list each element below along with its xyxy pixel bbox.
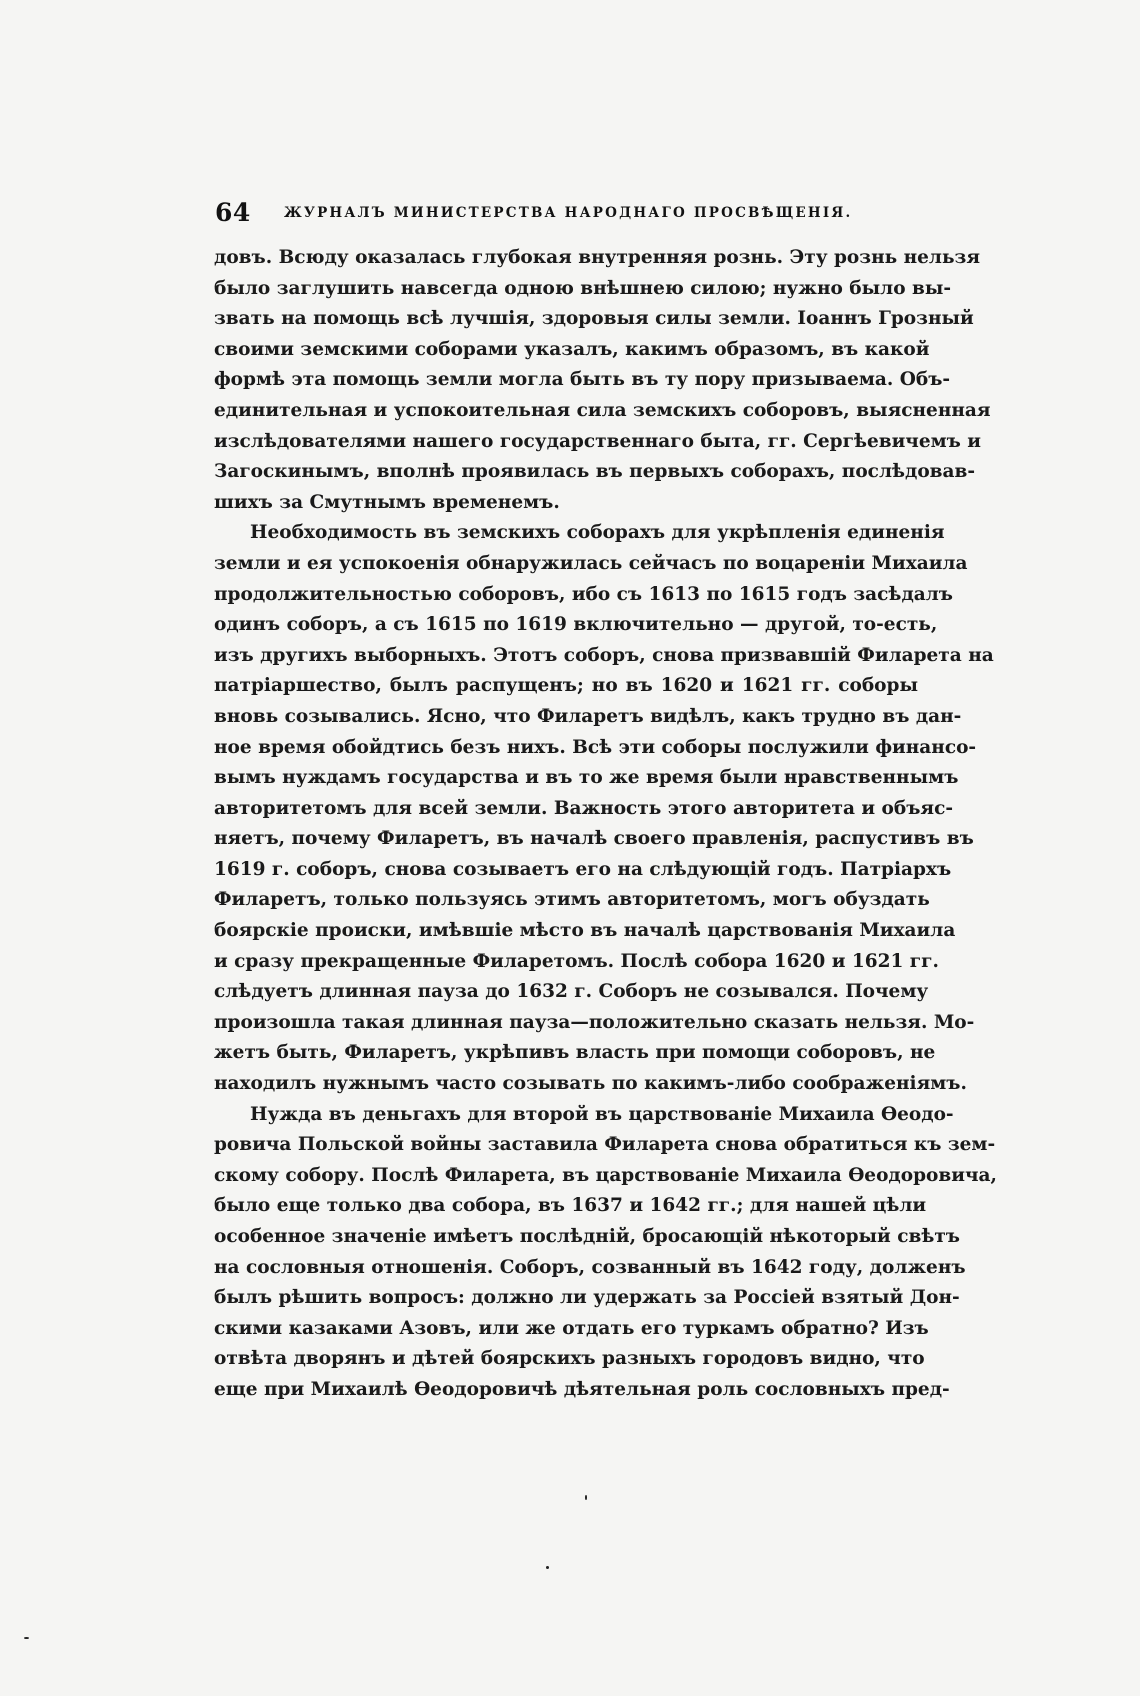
paragraph-2 (214, 518, 994, 1099)
text-line: ное время обойдтись безъ нихъ. Всѣ эти соборы послужили финансо- (214, 736, 977, 758)
text-line: жетъ быть, Филаретъ, укрѣпивъ власть при помощи соборовъ, не (214, 1042, 936, 1064)
text-line: вымъ нуждамъ государства и въ то же время были нравственнымъ (214, 767, 959, 789)
text-line: слѣдуетъ длинная пауза до 1632 г. Соборъ не созывался. Почему (214, 981, 929, 1003)
text-line: произошла такая длинная пауза—положительно сказать нельзя. Мо- (214, 1011, 975, 1033)
text-line: Загоскинымъ, вполнѣ проявилась въ первыхъ соборахъ, послѣдовав- (214, 461, 976, 483)
text-line: звать на помощь всѣ лучшія, здоровыя силы земли. Іоаннъ Грозный (214, 308, 974, 330)
body-text (214, 243, 997, 1477)
text-line: находилъ нужнымъ часто созывать по какимъ-либо соображеніямъ. (214, 1073, 967, 1095)
scan-speck (585, 1495, 587, 1500)
text-line: особенное значеніе имѣетъ послѣдній, бросающій нѣкоторый свѣтъ (214, 1226, 960, 1247)
text-line: земли и ея успокоенія обнаружилась сейчасъ по воцареніи Михаила (214, 552, 968, 574)
text-line: было заглушить навсегда одною внѣшнею силою; нужно было вы- (214, 277, 952, 299)
page-number: 64 (215, 198, 251, 227)
text-line: Филаретъ, только пользуясь этимъ авторитетомъ, могъ обуздать (214, 889, 930, 911)
text-line: продолжительностью соборовъ, ибо съ 1613 по 1615 годъ засѣдалъ (214, 583, 953, 605)
text-line: было еще только два собора, въ 1637 и 1642 гг.; для нашей цѣли (214, 1195, 927, 1217)
text-line: патріаршество, былъ распущенъ; но въ 1620 и 1621 гг. соборы (214, 675, 918, 697)
scan-speck (24, 1637, 29, 1639)
text-line: формѣ эта помощь земли могла быть въ ту пору призываема. Объ- (214, 369, 951, 391)
text-line: Необходимость въ земскихъ соборахъ для укрѣпленія единенія (250, 522, 945, 544)
text-line: скому собору. Послѣ Филарета, въ царствованіе Михаила Өеодоровича, (214, 1164, 997, 1186)
text-line: еще при Михаилѣ Өеодоровичѣ дѣятельная роль сословныхъ пред- (214, 1378, 950, 1400)
text-line: боярскіе происки, имѣвшіе мѣсто въ началѣ царствованія Михаила (214, 920, 956, 942)
running-title: ЖУРНАЛЪ МИНИСТЕРСТВА НАРОДНАГО ПРОСВѢЩЕНІЯ. (284, 205, 853, 221)
text-line: былъ рѣшить вопросъ: должно ли удержать за Россіей взятый Дон- (214, 1287, 960, 1309)
text-line: довъ. Всюду оказалась глубокая внутренняя рознь. Эту рознь нельзя (214, 247, 980, 268)
text-line: на сословныя отношенія. Соборъ, созванный въ 1642 году, долженъ (214, 1256, 966, 1278)
text-line: единительная и успокоительная сила земскихъ соборовъ, выясненная (214, 399, 991, 421)
text-line: изслѣдователями нашего государственнаго быта, гг. Сергѣевичемъ и (214, 430, 982, 452)
text-line: отвѣта дворянъ и дѣтей боярскихъ разныхъ городовъ видно, что (214, 1348, 925, 1370)
text-line: няетъ, почему Филаретъ, въ началѣ своего правленія, распустивъ въ (214, 828, 974, 850)
text-line: шихъ за Смутнымъ временемъ. (214, 491, 560, 513)
page-header (215, 198, 915, 230)
scan-speck (546, 1566, 549, 1569)
text-line: одинъ соборъ, а съ 1615 по 1619 включительно — другой, то-есть, (214, 614, 938, 636)
text-line: и сразу прекращенные Филаретомъ. Послѣ собора 1620 и 1621 гг. (214, 950, 939, 972)
text-line: изъ другихъ выборныхъ. Этотъ соборъ, снова призвавшій Филарета на (214, 644, 994, 666)
paragraph-1 (214, 243, 991, 518)
text-line: ровича Польской войны заставила Филарета снова обратиться къ зем- (214, 1134, 996, 1156)
text-line: Нужда въ деньгахъ для второй въ царствованіе Михаила Өеодо- (250, 1103, 954, 1125)
text-line: скими казаками Азовъ, или же отдать его туркамъ обратно? Изъ (214, 1317, 929, 1339)
text-line: вновь созывались. Ясно, что Филаретъ видѣлъ, какъ трудно въ дан- (214, 705, 962, 727)
paragraph-3 (214, 1100, 997, 1406)
text-line: 1619 г. соборъ, снова созываетъ его на слѣдующій годъ. Патріархъ (214, 858, 952, 880)
text-line: авторитетомъ для всей земли. Важность этого авторитета и объяс- (214, 797, 954, 819)
text-line: своими земскими соборами указалъ, какимъ образомъ, въ какой (214, 338, 930, 360)
